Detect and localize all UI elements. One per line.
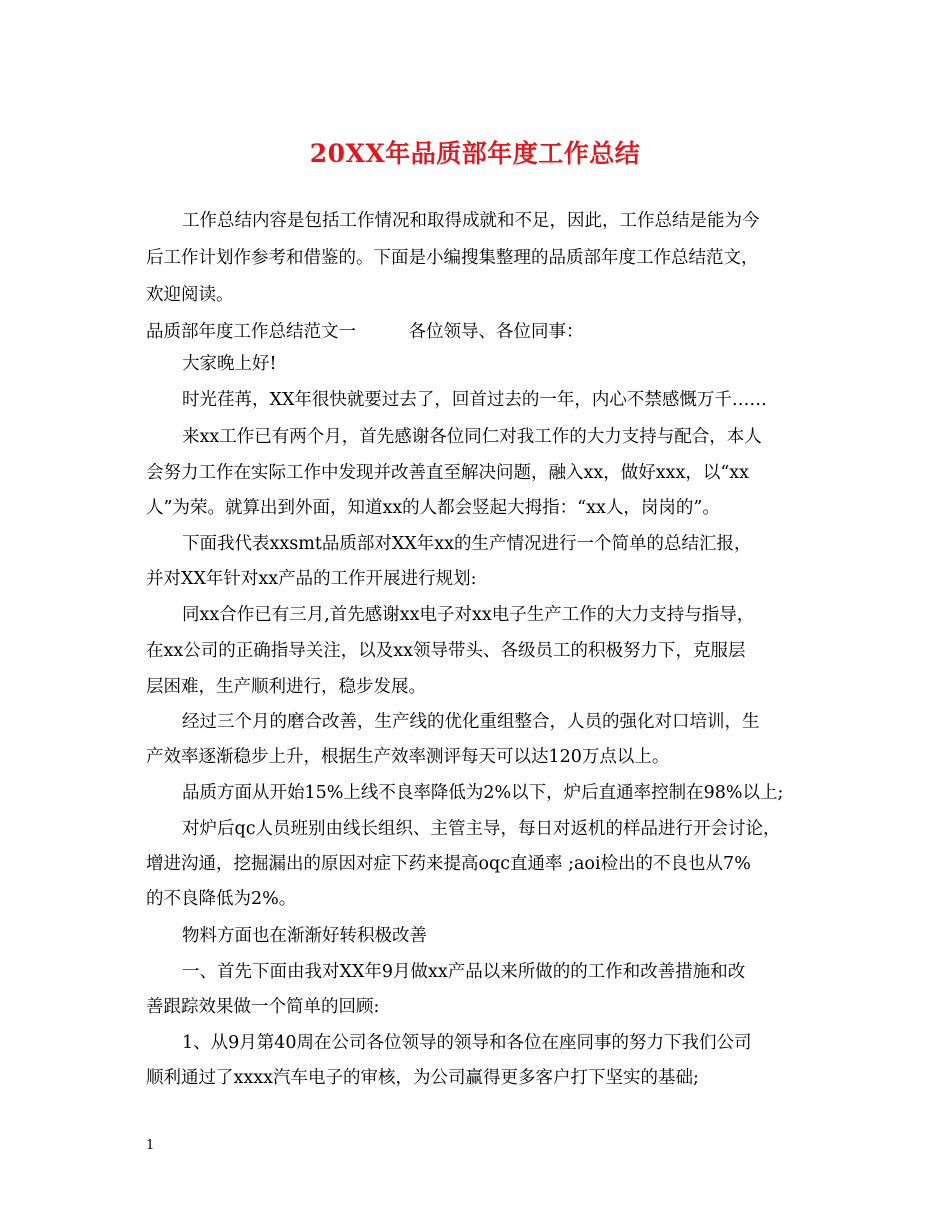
body-line: 工作总结内容是包括工作情况和取得成就和不足，因此，工作总结是能为今 — [182, 211, 760, 231]
section-heading-line: 品质部年度工作总结范文一 各位领导、各位同事： — [146, 322, 584, 342]
body-line: 对炉后qc人员班别由线长组织、主管主导，每日对返机的样品进行开会讨论， — [182, 819, 781, 839]
body-line: 欢迎阅读。 — [146, 285, 234, 305]
body-line: 同xx合作已有三月,首先感谢xx电子对xx电子生产工作的大力支持与指导， — [182, 605, 755, 625]
body-line: 品质方面从开始15%上线不良率降低为2%以下，炉后直通率控制在98%以上; — [182, 783, 784, 803]
body-line: 产效率逐渐稳步上升，根据生产效率测评每天可以达120万点以上。 — [146, 747, 670, 767]
body-line: 时光荏苒，XX年很快就要过去了，回首过去的一年，内心不禁感慨万千…… — [182, 390, 767, 410]
body-line: 增进沟通，挖掘漏出的原因对症下药来提高oqc直通率 ;aoi检出的不良也从7% — [146, 854, 751, 874]
body-line: 物料方面也在渐渐好转积极改善 — [182, 926, 427, 946]
body-line: 顺利通过了xxxx汽车电子的审核，为公司赢得更多客户打下坚实的基础; — [146, 1068, 699, 1088]
document-title: 20XX年品质部年度工作总结 — [309, 139, 641, 168]
body-line: 并对XX年针对xx产品的工作开展进行规划: — [146, 569, 477, 589]
body-line: 的不良降低为2%。 — [146, 889, 297, 909]
body-line: 善跟踪效果做一个简单的回顾: — [146, 997, 380, 1017]
body-line: 经过三个月的磨合改善，生产线的优化重组整合，人员的强化对口培训，生 — [182, 712, 760, 732]
body-line: 人”为荣。就算出到外面，知道xx的人都会竖起大拇指：“xx人，岗岗的”。 — [146, 498, 720, 518]
body-line: 一、首先下面由我对XX年9月做xx产品以来所做的的工作和改善措施和改 — [182, 962, 746, 982]
body-line: 会努力工作在实际工作中发现并改善直至解决问题，融入xx，做好xxx，以“xx — [146, 463, 750, 483]
body-line: 下面我代表xxsmt品质部对XX年xx的生产情况进行一个简单的总结汇报， — [182, 534, 752, 554]
body-line: 大家晚上好! — [182, 354, 277, 374]
body-line: 层困难，生产顺利进行，稳步发展。 — [146, 677, 426, 697]
body-line: 1、从9月第40周在公司各位领导的领导和各位在座同事的努力下我们公司 — [182, 1033, 752, 1053]
page-number: 1 — [146, 1138, 155, 1153]
body-line: 来xx工作已有两个月，首先感谢各位同仁对我工作的大力支持与配合，本人 — [182, 427, 762, 447]
body-line: 在xx公司的正确指导关注，以及xx领导带头、各级员工的积极努力下，克服层 — [146, 641, 746, 661]
body-line: 后工作计划作参考和借鉴的。下面是小编搜集整理的品质部年度工作总结范文， — [146, 248, 759, 268]
